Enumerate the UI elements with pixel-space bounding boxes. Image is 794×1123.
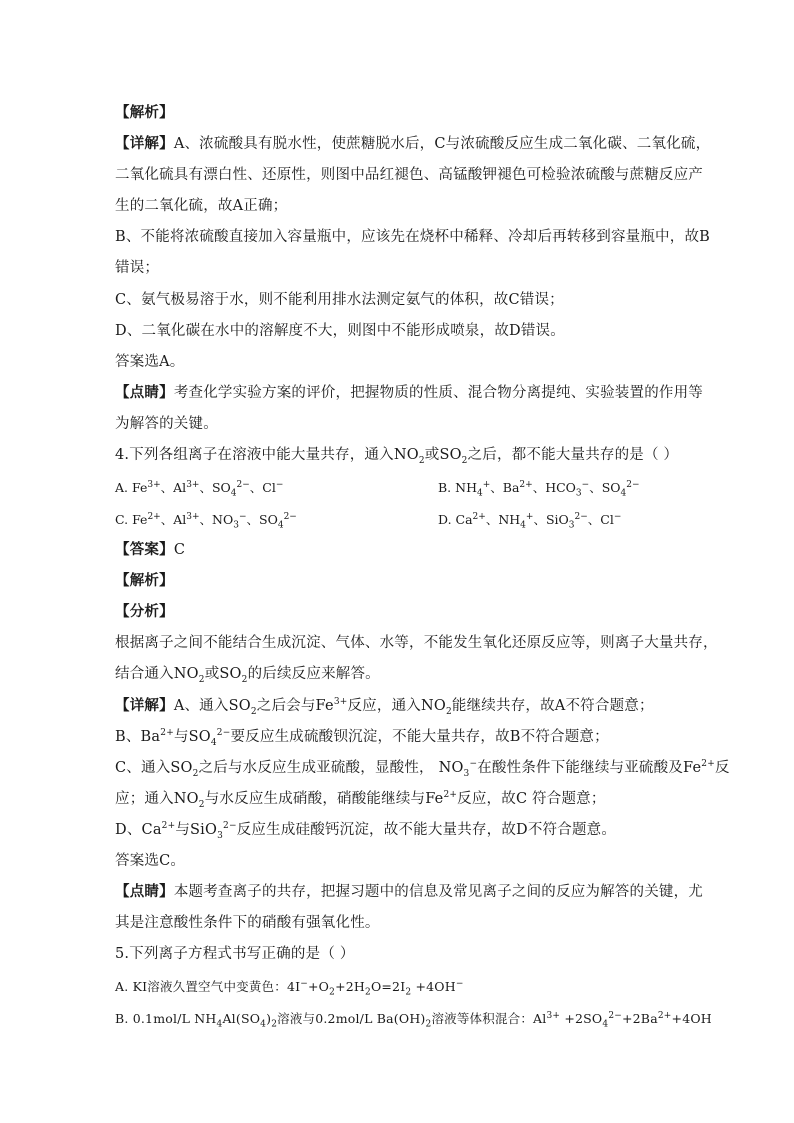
option-b-explain-1: B、不能将浓硫酸直接加入容量瓶中，应该先在烧杯中稀释、冷却后再转移到容量瓶中，故B <box>115 229 711 245</box>
q4-fenxi-line-2: 结合通入$NO_2$或$SO_2$的后续反应来解答。 <box>115 666 380 685</box>
dianjing-line-2: 为解答的关键。 <box>115 416 218 432</box>
detail-line-2: 二氧化硫具有漂白性、还原性，则图中品红褪色、高锰酸钾褪色可检验浓硫酸与蔗糖反应产 <box>115 167 703 183</box>
question-5-stem: 5.下列离子方程式书写正确的是（ ） <box>115 946 355 962</box>
q5-option-a: A. KI溶液久置空气中变黄色：$4I^-+O_2+2H_2O=2I_2 +4OH^-$ <box>115 978 464 998</box>
detail-line-3: 生的二氧化硫，故A正确； <box>115 198 288 214</box>
q4-fenxi-label: 【分析】 <box>115 603 174 620</box>
q4-option-c: C. $Fe^{2+}$、$Al^{3+}$、$NO_3^-$、$SO_4^{2-}$ <box>115 511 297 531</box>
q4-fenxi-line-1: 根据离子之间不能结合生成沉淀、气体、水等，不能发生氧化还原反应等，则离子大量共存， <box>115 635 718 651</box>
q4-answer: 【答案】C <box>115 541 186 558</box>
option-d-explain: D、二氧化碳在水中的溶解度不大，则图中不能形成喷泉，故D错误。 <box>115 323 565 339</box>
answer-choice-line: 答案选A。 <box>115 354 185 370</box>
q4-jiexi-label: 【解析】 <box>115 572 174 589</box>
q4-dianjing-line-2: 其是注意酸性条件下的硝酸有强氧化性。 <box>115 915 380 931</box>
q4-option-d: D. $Ca^{2+}$、$NH_4^+$、SiO$_3^{2-}$、Cl− <box>438 511 622 531</box>
q4-option-b: B. $NH_4^+$、$Ba^{2+}$、$HCO_3^-$、$SO_4^{2-}$ <box>438 479 640 499</box>
detail-line-1: 【详解】A、浓硫酸具有脱水性，使蔗糖脱水后，C与浓硫酸反应生成二氧化碳、二氧化硫， <box>115 135 711 152</box>
q4-dianjing-line-1: 【点睛】本题考查离子的共存，把握习题中的信息及常见离子之间的反应为解答的关键，尤 <box>115 883 704 900</box>
q4-answer-choice: 答案选C。 <box>115 853 186 869</box>
q4-detail-a: 【详解】A、通入$SO_2$之后会与$Fe^{3+}$反应，通入$NO_2$能继续共存，故A不符合题意； <box>115 697 654 717</box>
option-c-explain: C、氨气极易溶于水，则不能利用排水法测定氨气的体积，故C错误； <box>115 292 564 308</box>
option-b-explain-2: 错误； <box>115 260 160 276</box>
q4-detail-b: B、$Ba^{2+}$与$SO_4^{2-}$要反应生成硫酸钡沉淀，不能大量共存，故B不符合题意； <box>115 728 609 748</box>
q4-option-a: A. $Fe^{3+}$、$Al^{3+}$、$SO_4^{2-}$、Cl− <box>115 479 284 499</box>
section-label-jiexi: 【解析】 <box>115 104 174 121</box>
q4-detail-d: D、$Ca^{2+}$与SiO$_3^{2-}$反应生成硅酸钙沉淀，故不能大量共存，故D不符合题意。 <box>115 821 617 841</box>
question-4-stem: 4.下列各组离子在溶液中能大量共存，通入$NO_2$或$SO_2$之后，都不能大量共存的是（ ） <box>115 447 679 466</box>
q5-option-b: B. 0.1mol/L $NH_4Al(SO_4)_2$溶液与0.2mol/L $Ba(OH)_2$溶液等体积混合：$Al^{3+} +2SO_4^{2-}+2Ba^{2+}+4OH$ <box>115 1010 712 1030</box>
q4-detail-c-1: C、通入$SO_2$之后与水反应生成亚硫酸，显酸性， $NO_3^-$在酸性条件下能继续与亚硫酸及$Fe^{2+}$反 <box>115 759 730 779</box>
dianjing-line-1: 【点睛】考查化学实验方案的评价，把握物质的性质、混合物分离提纯、实验装置的作用等 <box>115 384 704 401</box>
q4-detail-c-2: 应；通入$NO_2$与水反应生成硝酸，硝酸能继续与$Fe^{2+}$反应，故C 符合题意； <box>115 790 606 810</box>
